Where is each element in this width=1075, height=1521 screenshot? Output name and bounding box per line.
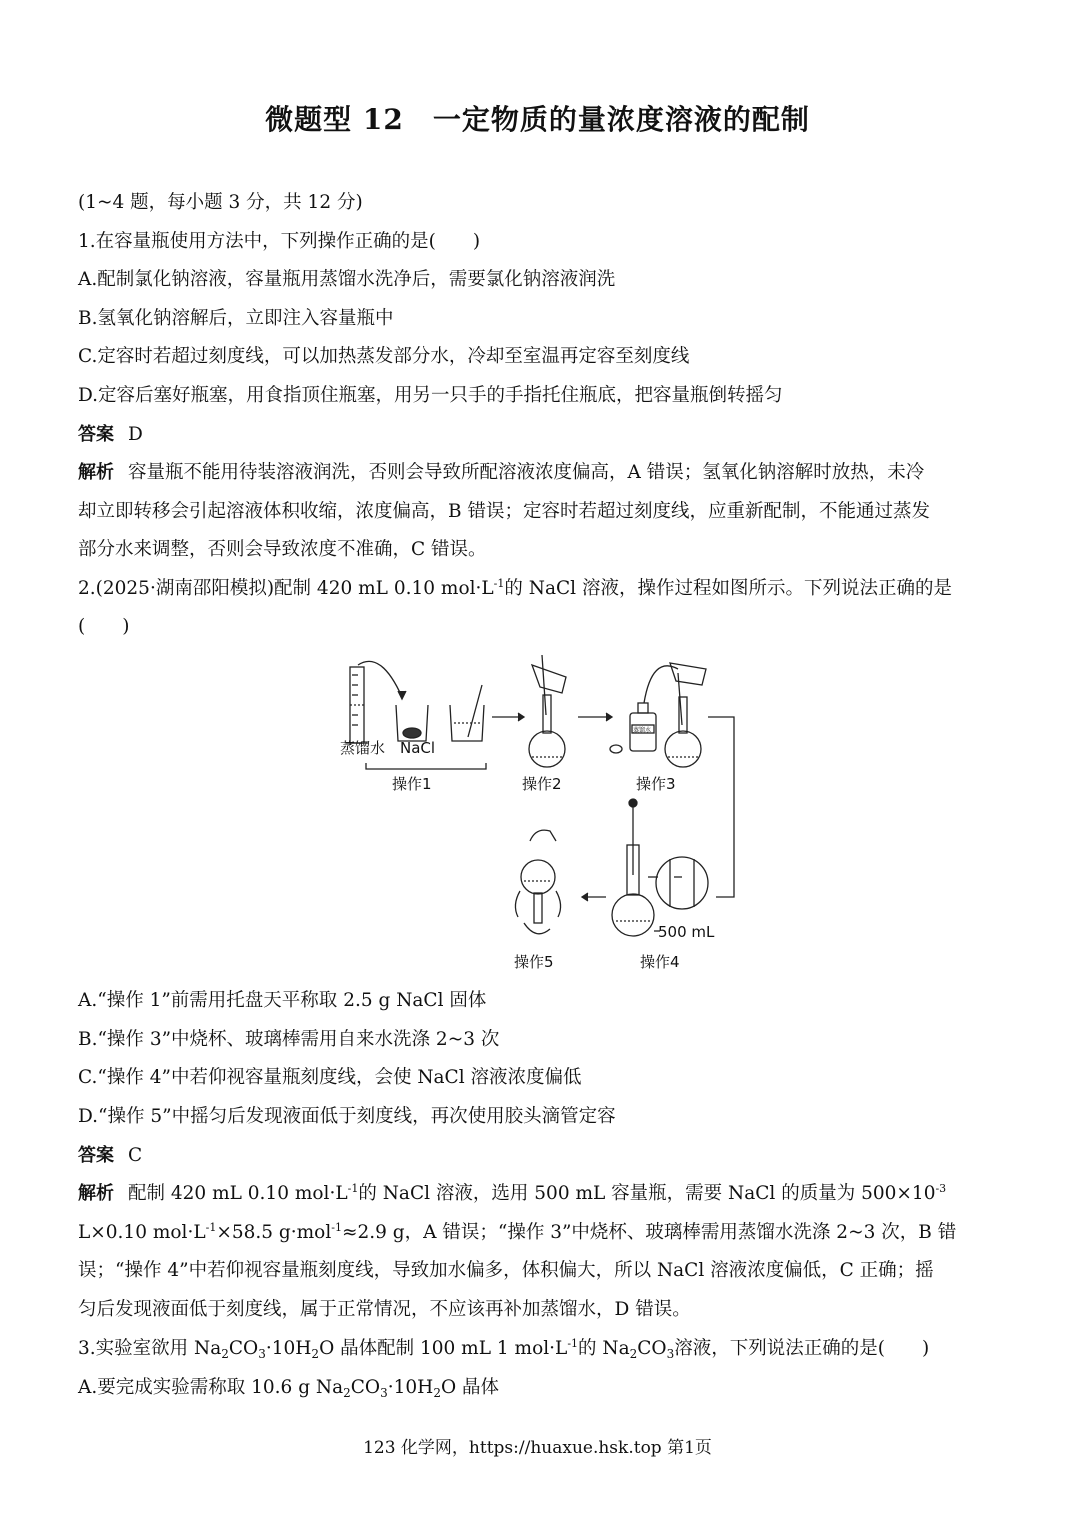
q2-analysis-line-2 (78, 1220, 998, 1246)
analysis-text-2: ×58.5 g·mol (216, 1222, 332, 1243)
q3-text: ·10H (387, 1377, 434, 1398)
q3-text: CO (637, 1338, 667, 1359)
analysis-text: L×0.10 mol·L (78, 1222, 206, 1243)
subscript: 2 (629, 1347, 638, 1361)
q2-analysis-line-4: 匀后发现液面低于刻度线，属于正常情况，不应该再补加蒸馏水，D 错误。 (78, 1299, 691, 1320)
q3-text: O 晶体配制 100 mL 1 mol·L (319, 1338, 568, 1359)
superscript: -1 (331, 1221, 342, 1234)
subscript: 3 (380, 1386, 388, 1400)
shake-flask-op5-icon (515, 830, 560, 934)
q2-option-d: D.“操作 5”中摇匀后发现液面低于刻度线，再次使用胶头滴管定容 (78, 1106, 616, 1127)
answer-value: D (128, 424, 143, 445)
dropper-flask-op4-icon (612, 799, 708, 936)
q1-answer (78, 422, 998, 448)
experiment-figure (336, 645, 746, 975)
volumetric-flask-op3-icon (665, 663, 706, 767)
superscript: -1 (567, 1337, 579, 1350)
superscript: -1 (205, 1221, 217, 1234)
q2-answer (78, 1143, 998, 1169)
q1-analysis-line (78, 460, 998, 486)
q3-option-a (78, 1375, 998, 1401)
answer-value: C (128, 1145, 143, 1166)
q2-stem-text-2: 的 NaCl 溶液，操作过程如图所示。下列说法正确的是 (504, 578, 952, 599)
answer-label: 答案 (78, 424, 114, 445)
q3-text: ·10H (265, 1338, 312, 1359)
label-op2: 操作2 (522, 775, 562, 793)
q2-paren: ( ) (78, 616, 130, 637)
beaker-rod-icon (450, 685, 484, 741)
label-nacl: NaCl (400, 739, 436, 757)
q3-text: CO (350, 1377, 381, 1398)
analysis-text: 容量瓶不能用待装溶液润洗，否则会导致所配溶液浓度偏高，A 错误；氢氧化钠溶解时放热，未冷 (128, 462, 925, 483)
volumetric-flask-op2-icon (529, 655, 566, 767)
superscript: -3 (935, 1182, 947, 1195)
q3-text: A.要完成实验需称取 10.6 g Na (78, 1377, 344, 1398)
q2-stem-text: 2.(2025·湖南邵阳模拟)配制 420 mL 0.10 mol·L (78, 578, 494, 599)
bottle-label: 蒸馏水 (633, 727, 652, 734)
q2-option-a: A.“操作 1”前需用托盘天平称取 2.5 g NaCl 固体 (78, 990, 487, 1011)
analysis-text-2: 的 NaCl 溶液，选用 500 mL 容量瓶，需要 NaCl 的质量为 500×10 (358, 1183, 936, 1204)
q1-analysis-line-3: 部分水来调整，否则会导致浓度不准确，C 错误。 (78, 539, 487, 560)
page-footer: 123 化学网，https://huaxue.hsk.top 第1页 (363, 1438, 712, 1458)
page-title: 微题型 12 一定物质的量浓度溶液的配制 (265, 103, 810, 136)
q1-option-d: D.定容后塞好瓶塞，用食指顶住瓶塞，用另一只手的手指托住瓶底，把容量瓶倒转摇匀 (78, 385, 783, 406)
analysis-text: 配制 420 mL 0.10 mol·L (128, 1183, 348, 1204)
subscript: 3 (666, 1347, 675, 1361)
analysis-label: 解析 (78, 1183, 114, 1204)
superscript: -1 (493, 577, 505, 590)
label-volume: 500 mL (658, 923, 715, 941)
subscript: 2 (221, 1347, 229, 1361)
label-op3: 操作3 (636, 775, 676, 793)
q1-analysis-line-2: 却立即转移会引起溶液体积收缩，浓度偏高，B 错误；定容时若超过刻度线，应重新配制，不能通过蒸发 (78, 501, 930, 522)
q1-option-c: C.定容时若超过刻度线，可以加热蒸发部分水，冷却至室温再定容至刻度线 (78, 346, 690, 367)
q3-text: CO (228, 1338, 259, 1359)
section-intro: (1~4 题，每小题 3 分，共 12 分) (78, 192, 363, 213)
q2-option-b: B.“操作 3”中烧杯、玻璃棒需用自来水洗涤 2~3 次 (78, 1029, 500, 1050)
q3-stem (78, 1336, 998, 1362)
q3-text: 的 Na (578, 1338, 630, 1359)
q1-option-a: A.配制氯化钠溶液，容量瓶用蒸馏水洗净后，需要氯化钠溶液润洗 (78, 269, 616, 290)
subscript: 3 (258, 1347, 266, 1361)
label-op4: 操作4 (640, 953, 680, 971)
q1-option-b: B.氢氧化钠溶解后，立即注入容量瓶中 (78, 308, 394, 329)
q2-analysis-line-3: 误；“操作 4”中若仰视容量瓶刻度线，导致加水偏多，体积偏大，所以 NaCl 溶液浓度偏低，C 正确；摇 (78, 1260, 934, 1281)
label-water: 蒸馏水 (340, 739, 386, 757)
q3-text: 溶液，下列说法正确的是( ) (674, 1338, 930, 1359)
beaker-nacl-icon (396, 705, 428, 741)
analysis-label: 解析 (78, 462, 114, 483)
q1-stem: 1.在容量瓶使用方法中，下列操作正确的是( ) (78, 231, 481, 252)
q2-analysis-line (78, 1181, 998, 1207)
subscript: 2 (311, 1347, 320, 1361)
q3-text: O 晶体 (440, 1377, 500, 1398)
q3-text: 3.实验室欲用 Na (78, 1338, 222, 1359)
q2-option-c: C.“操作 4”中若仰视容量瓶刻度线，会使 NaCl 溶液浓度偏低 (78, 1067, 582, 1088)
q2-stem (78, 576, 998, 602)
label-op1: 操作1 (392, 775, 432, 793)
subscript: 2 (433, 1386, 441, 1400)
answer-label: 答案 (78, 1145, 114, 1166)
superscript: -1 (347, 1182, 359, 1195)
subscript: 2 (343, 1386, 351, 1400)
analysis-text-3: ≈2.9 g，A 错误；“操作 3”中烧杯、玻璃棒需用蒸馏水洗涤 2~3 次，B 错 (341, 1222, 957, 1243)
label-op5: 操作5 (514, 953, 554, 971)
